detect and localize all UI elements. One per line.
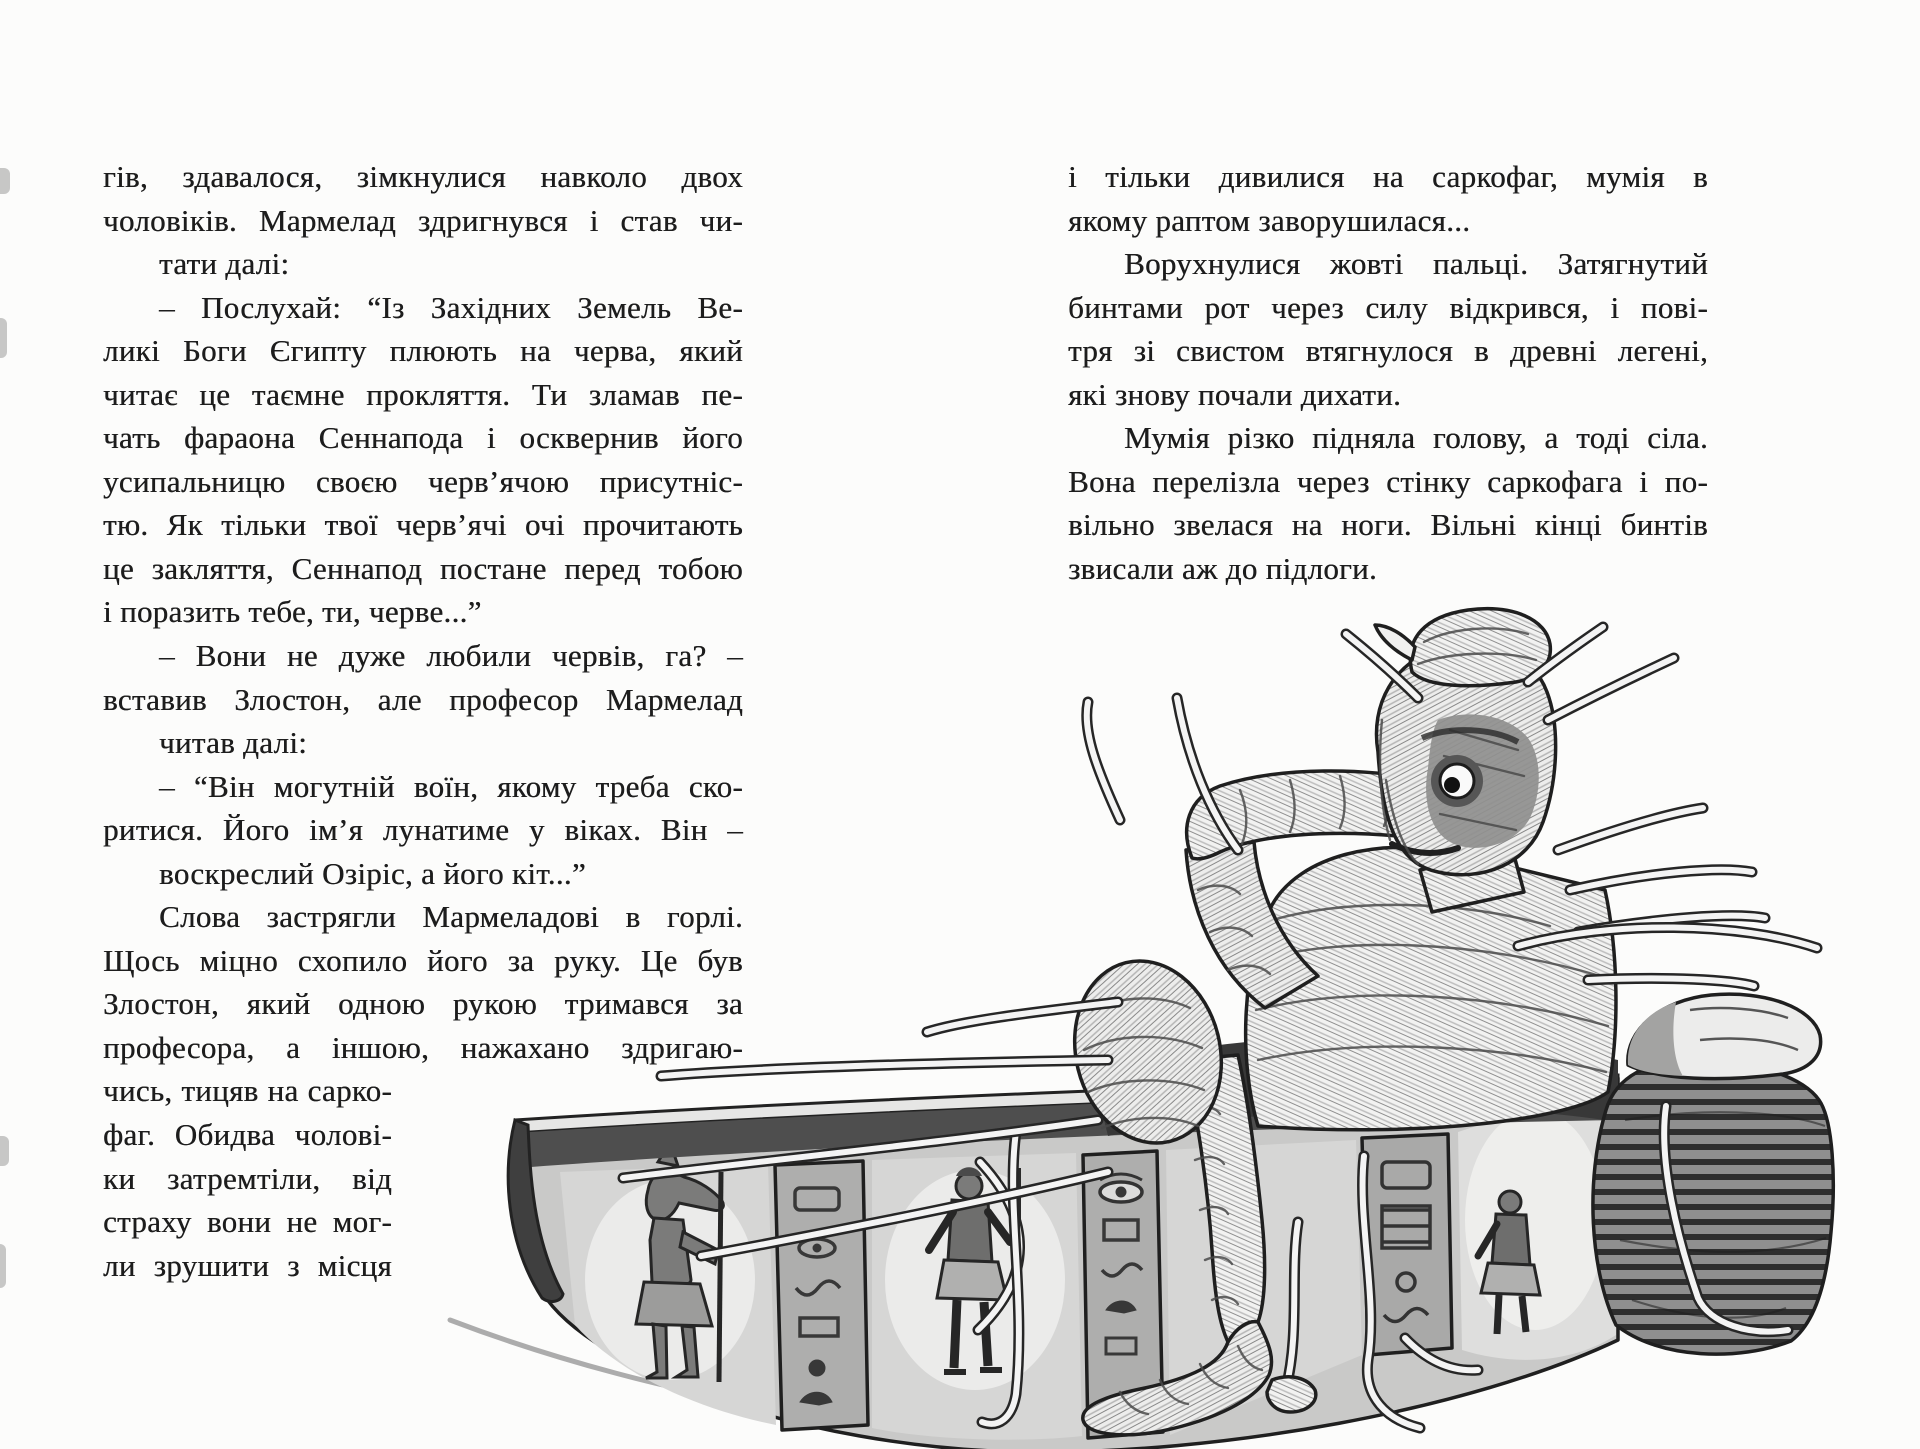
scan-artifact	[0, 168, 10, 194]
illustration-mummy-sarcophagus	[420, 420, 1870, 1449]
text-line: фаг. Обидва чолові-	[103, 1117, 392, 1153]
text-line: Щось міцно схопило його за руку. Це був	[103, 942, 743, 978]
text-line: Вона перелізла через стінку саркофага і по-	[1068, 463, 1708, 499]
text-line: ликі Боги Єгипту плюють на черва, який	[103, 333, 743, 369]
text-line: – Вони не дуже любили червів, га? –	[159, 638, 743, 674]
text-line: якому раптом заворушилася...	[1068, 202, 1471, 238]
text-line: бинтами рот через силу відкрився, і пові-	[1068, 289, 1708, 325]
text-line: – “Він могутній воїн, якому треба ско-	[159, 768, 743, 804]
text-line: звисали аж до підлоги.	[1068, 550, 1378, 586]
scan-artifact	[0, 1244, 6, 1288]
text-line: Злостон, який одною рукою тримався за	[103, 986, 743, 1022]
text-line: це закляття, Сеннапод постане перед тобою	[103, 550, 743, 586]
scan-artifact	[0, 1136, 9, 1166]
text-line: Ворухнулися жовті пальці. Затягнутий	[1124, 246, 1708, 282]
text-line: чать фараона Сеннапода і осквернив його	[103, 420, 743, 456]
text-line: тря зі свистом втягнулося в древні легені,	[1068, 333, 1708, 369]
text-line: гів, здавалося, зімкнулися навколо двох	[103, 159, 743, 194]
text-line: вільно звелася на ноги. Вільні кінці бинтів	[1068, 507, 1708, 543]
text-line: тю. Як тільки твої черв’ячі очі прочитають	[103, 507, 743, 543]
text-line: чоловіків. Мармелад здригнувся і став чи-	[103, 202, 743, 238]
text-line: читав далі:	[159, 725, 308, 761]
text-line: і тільки дивилися на саркофаг, мумія в	[1068, 159, 1708, 194]
text-line: страху вони не мог-	[103, 1204, 392, 1240]
text-line: Мумія різко підняла голову, а тоді сіла.	[1124, 420, 1708, 456]
text-line: ки затремтіли, від	[103, 1160, 392, 1196]
text-line: воскреслий Озіріс, а його кіт...”	[159, 855, 586, 891]
text-line: усипальницю своєю черв’ячою присутніс-	[103, 463, 743, 499]
text-line: ли зрушити з місця	[103, 1247, 392, 1283]
text-line: вставив Злостон, але професор Мармелад	[103, 681, 743, 717]
text-line: Слова застрягли Мармеладові в горлі.	[159, 899, 743, 935]
scan-artifact	[0, 318, 7, 358]
text-line: тати далі:	[159, 246, 290, 282]
text-line: ритися. Його ім’я лунатиме у віках. Він –	[103, 812, 743, 848]
mummy-pupil	[1444, 777, 1460, 793]
text-line: які знову почали дихати.	[1068, 376, 1402, 412]
hieroglyph-column	[775, 1161, 868, 1430]
text-line: – Послухай: “Із Західних Земель Ве-	[159, 289, 743, 325]
pillow	[1628, 994, 1821, 1078]
text-line: професора, а іншою, нажахано здригаю-	[103, 1029, 743, 1065]
text-line: і поразить тебе, ти, черве...”	[103, 594, 482, 630]
text-line: чись, тицяв на сарко-	[103, 1073, 392, 1109]
text-line: читає це таємне прокляття. Ти зламав пе-	[103, 376, 743, 412]
